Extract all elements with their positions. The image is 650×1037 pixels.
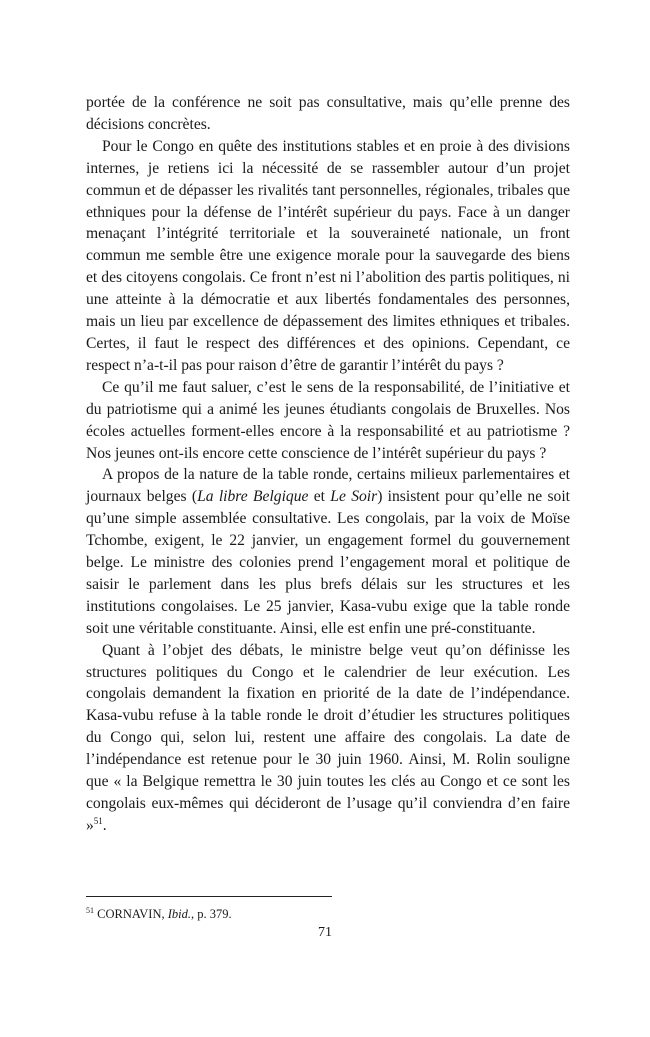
footnote-divider [86, 896, 332, 897]
footnote-author: CORNAVIN, [94, 907, 168, 921]
paragraph-3: Ce qu’il me faut saluer, c’est le sens de la responsabilité, de l’initiative et du patriotisme qui a animé les jeunes étudiants congolais de Bruxelles. Nos écoles actuelles forment-elles encore à la responsabilité et au patriotisme ? Nos jeunes ont-ils encore cette conscience de l’intérêt supérieur du pays ? [86, 378, 570, 462]
paragraph-4-text-c: ) insistent pour qu’elle ne soit qu’une simple assemblée consultative. Les congolais, par la voix de Moïse Tchombe, exigent, le 22 janvier, un engagement formel du gouvernement belge. Le ministre des colonies prend l’engagement moral et politique de saisir le parlement dans les plus brefs délais sur les structures et les institutions congolaises. Le 25 janvier, Kasa-vubu exige que la table ronde soit une véritable constituante. Ainsi, elle est enfin une pré-constituante. [86, 488, 570, 637]
newspaper-title-le-soir: Le Soir [330, 488, 378, 506]
paragraph-5-text: Quant à l’objet des débats, le ministre belge veut qu’on définisse les structures politiques du Congo et le calendrier de leur exécution. Les congolais demandent la fixation en priorité de la date de l’indépendance. Kasa-vubu refuse à la table ronde le droit d’étudier les structures politiques du Congo qui, selon lui, restent une affaire des congolais. La date de l’indépendance est retenue pour le 30 juin 1960. Ainsi, M. Rolin souligne que « la Belgique remettra le 30 juin toutes les clés au Congo et ce sont les congolais eux-mêmes qui décideront de l’usage qu’il conviendra d’en faire » [86, 641, 570, 834]
footnote-page: , p. 379. [191, 907, 232, 921]
paragraph-1: portée de la conférence ne soit pas consultative, mais qu’elle prenne des décisions concrètes. [86, 94, 570, 133]
paragraph-5 [86, 640, 570, 837]
paragraph-4 [86, 464, 570, 639]
paragraph-2: Pour le Congo en quête des institutions stables et en proie à des divisions internes, je retiens ici la nécessité de se rassembler autour d’un projet commun et de dépasser les rivalités tant personnelles, régionales, tribales que ethniques pour la défense de l’intérêt supérieur du pays. Face à un danger menaçant l’intégrité territoriale et la souveraineté nationale, un front commun me semble être une exigence morale pour la sauvegarde des biens et des citoyens congolais. Ce front n’est ni l’abolition des partis politiques, ni une atteinte à la démocratie et aux libertés fondamentales des personnes, mais un lieu par excellence de dépassement des limites ethniques et tribales. Certes, il faut le respect des différences et des opinions. Cependant, ce respect n’a-t-il pas pour raison d’être de garantir l’intérêt du pays ? [86, 137, 570, 374]
paragraph-4-text-b: et [308, 488, 331, 506]
footnote-ibid: Ibid. [167, 907, 192, 921]
page-body [86, 92, 570, 837]
footnote-number: 51 [86, 905, 94, 915]
paragraph-4-text-a: A propos de la nature de la table ronde, certains milieux parlementaires et journaux belges ( [86, 466, 570, 506]
footnote [86, 906, 232, 922]
newspaper-title-libre-belgique: La libre Belgique [197, 488, 309, 506]
paragraph-5-tail: . [102, 816, 107, 834]
page-number: 71 [318, 925, 332, 940]
footnote-reference: 51 [93, 815, 103, 826]
